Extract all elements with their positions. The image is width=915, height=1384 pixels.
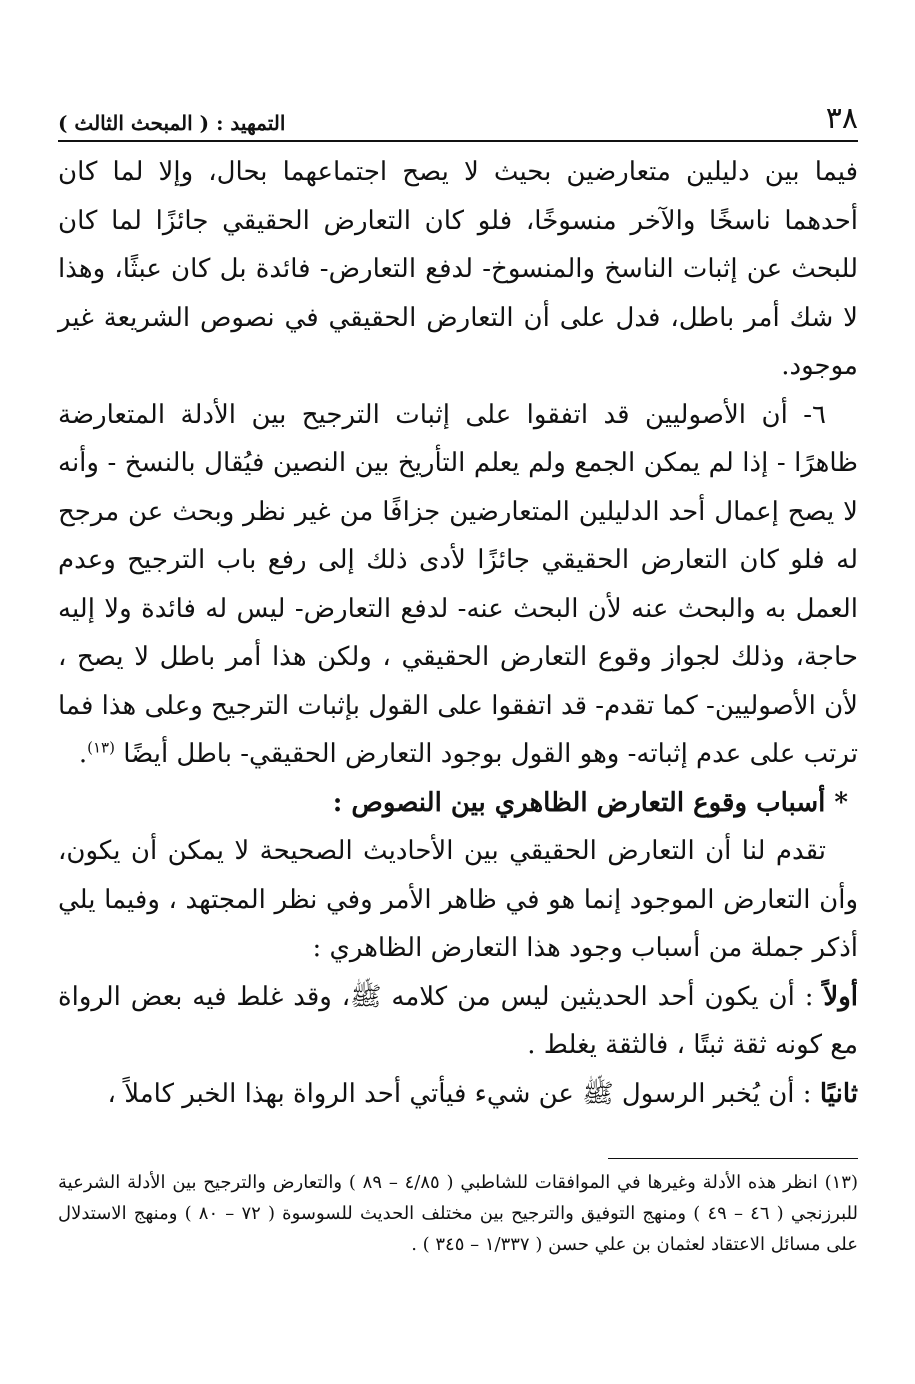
list-item-2 — [58, 1070, 858, 1119]
page — [58, 100, 858, 1118]
list-item-1-text: : أن يكون أحد الحديثين ليس من كلامه ﷺ، وقد غلط فيه بعض الرواة مع كونه ثقة ثبتًا ، فالثقة يغلط . — [58, 981, 858, 1060]
paragraph-2 — [58, 391, 858, 779]
paragraph-1: فيما بين دليلين متعارضين بحيث لا يصح اجتماعهما بحال، وإلا لما كان أحدهما ناسخًا والآخر منسوخًا، فلو كان التعارض الحقيقي جائزًا لما كان للبحث عن إثبات الناسخ والمنسوخ- لدفع التعارض- فائدة بل كان عبثًا، وهذا لا شك أمر باطل، فدل على أن التعارض الحقيقي في نصوص الشريعة غير موجود. — [58, 157, 858, 381]
list-item-2-text: : أن يُخبر الرسول ﷺ عن شيء فيأتي أحد الرواة بهذا الخبر كاملاً ، — [107, 1078, 820, 1109]
footnotes — [58, 1158, 858, 1260]
footnote-13: (١٣) انظر هذه الأدلة وغيرها في الموافقات للشاطبي ( ٤/٨٥ – ٨٩ ) والتعارض والترجيح بين الأدلة الشرعية للبرزنجي ( ٤٦ – ٤٩ ) ومنهج التوفيق والترجيح بين مختلف الحديث للسوسوة ( ٧٢ – ٨٠ ) ومنهج الاستدلال على مسائل الاعتقاد لعثمان بن علي حسن ( ١/٣٣٧ – ٣٤٥ ) . — [58, 1172, 858, 1255]
body-text — [58, 148, 858, 1118]
paragraph-2-end: . — [78, 739, 88, 769]
page-header — [58, 100, 858, 142]
list-item-1-label: أولاً — [823, 981, 858, 1012]
list-item-2-label: ثانيًا — [819, 1078, 858, 1109]
list-item-1 — [58, 973, 858, 1070]
paragraph-3: تقدم لنا أن التعارض الحقيقي بين الأحاديث الصحيحة لا يمكن أن يكون، وأن التعارض الموجود إنما هو في ظاهر الأمر وفي نظر المجتهد ، وفيما يلي أذكر جملة من أسباب وجود هذا التعارض الظاهري : — [58, 836, 858, 963]
paragraph-2-text: ٦- أن الأصوليين قد اتفقوا على إثبات الترجيح بين الأدلة المتعارضة ظاهرًا - إذا لم يمكن الجمع ولم يعلم التأريخ بين النصين فيُقال بالنسخ - وأنه لا يصح إعمال أحد الدليلين المتعارضين جزافًا من غير نظر وبحث عن مرجح له فلو كان التعارض الحقيقي جائزًا لأدى ذلك إلى رفع باب الترجيح وعدم العمل به والبحث عنه لأن البحث عنه- لدفع التعارض- ليس له فائدة ولا إليه حاجة، وذلك لجواز وقوع التعارض الحقيقي ، ولكن هذا أمر باطل لا يصح ، لأن الأصوليين- كما تقدم- قد اتفقوا على القول بإثبات الترجيح وعلى هذا فما ترتب على عدم إثباته- وهو القول بوجود التعارض الحقيقي- باطل أيضًا — [58, 399, 858, 769]
section-heading: * أسباب وقوع التعارض الظاهري بين النصوص : — [332, 787, 848, 818]
footnote-rule — [608, 1158, 858, 1159]
footnote-ref-13[interactable]: (١٣) — [87, 738, 115, 757]
running-head: التمهيد : ( المبحث الثالث ) — [58, 111, 286, 135]
page-number: ٣٨ — [825, 101, 858, 136]
